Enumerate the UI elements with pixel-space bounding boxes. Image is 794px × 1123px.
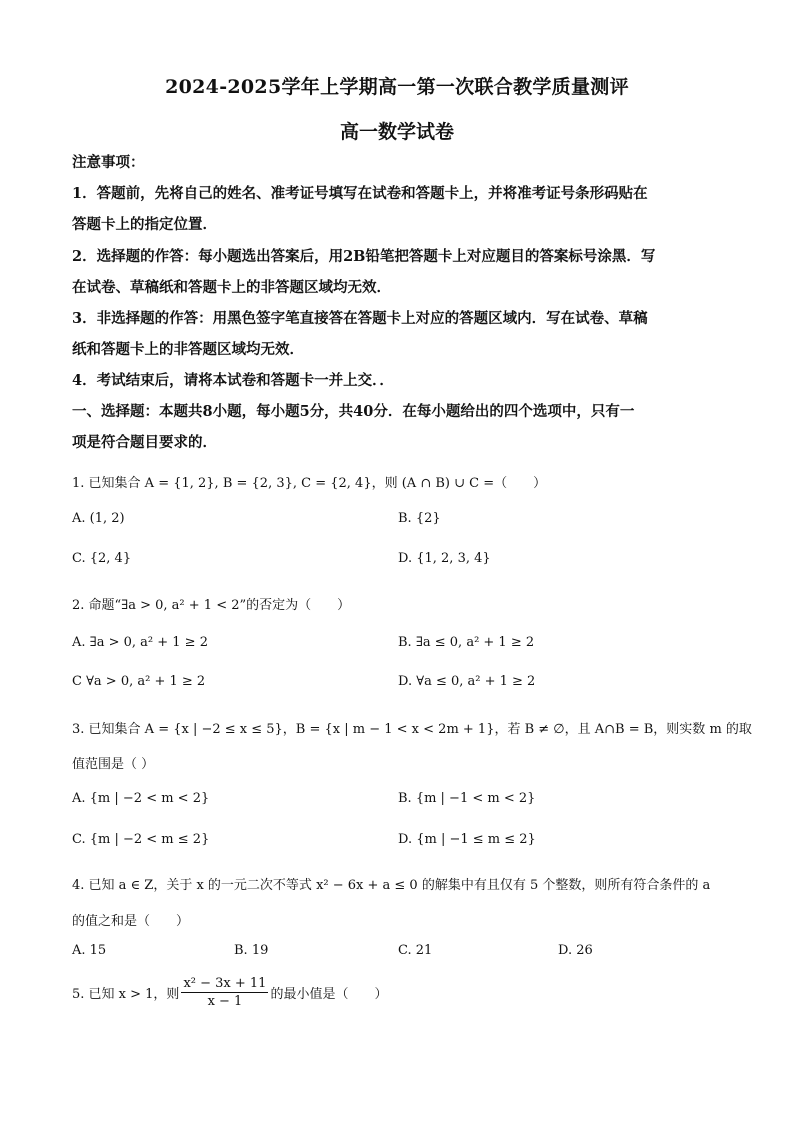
question-5-fraction-denominator: x − 1 (207, 994, 243, 1009)
notice-item-1-line-2: 答题卡上的指定位置． (72, 216, 217, 233)
notice-item-2-line-1: 2．选择题的作答：每小题选出答案后，用2B铅笔把答题卡上对应题目的答案标号涂黑．写 (72, 248, 656, 265)
question-4-option-d: D. 26 (558, 943, 593, 958)
question-3-stem-line-1: 3. 已知集合 A = {x | −2 ≤ x ≤ 5}，B = {x | m − 1 < x < 2m + 1}，若 B ≠ ∅，且 A∩B = B，则实数 m 的取 (72, 722, 752, 737)
question-4-stem-line-1: 4. 已知 a ∈ Z，关于 x 的一元二次不等式 x² − 6x + a ≤ 0 的解集中有且仅有 5 个整数，则所有符合条件的 a (72, 878, 711, 893)
question-3-stem-line-2: 值范围是（ ） (72, 757, 155, 772)
question-5-fraction (181, 976, 268, 1009)
notice-item-4: 4．考试结束后，请将本试卷和答题卡一并上交．． (72, 372, 394, 389)
question-5-stem (72, 976, 387, 1009)
question-1-stem: 1. 已知集合 A = {1, 2}, B = {2, 3}, C = {2, 4}，则 (A ∩ B) ∪ C =（ ） (72, 476, 547, 491)
question-2-option-a: A. ∃a > 0, a² + 1 ≥ 2 (72, 635, 208, 650)
question-2-stem: 2. 命题“∃a > 0, a² + 1 < 2”的否定为（ ） (72, 598, 351, 613)
question-5-stem-prefix: 5. 已知 x > 1，则 (72, 987, 180, 1002)
question-2-option-b: B. ∃a ≤ 0, a² + 1 ≥ 2 (398, 635, 535, 650)
question-3-option-c: C. {m | −2 < m ≤ 2} (72, 832, 210, 847)
question-3-option-a: A. {m | −2 < m < 2} (72, 791, 210, 806)
question-3-option-d: D. {m | −1 ≤ m ≤ 2} (398, 832, 536, 847)
section-1-heading-line-1: 一、选择题：本题共8小题，每小题5分，共40分．在每小题给出的四个选项中，只有一 (72, 403, 635, 420)
section-1-heading-line-2: 项是符合题目要求的． (72, 434, 217, 451)
notice-heading: 注意事项： (72, 154, 145, 171)
notice-item-3-line-2: 纸和答题卡上的非答题区域均无效． (72, 341, 304, 358)
question-5-fraction-numerator: x² − 3x + 11 (183, 976, 267, 991)
question-4-option-c: C. 21 (398, 943, 433, 958)
notice-item-2-line-2: 在试卷、草稿纸和答题卡上的非答题区域均无效． (72, 279, 391, 296)
question-3-option-b: B. {m | −1 < m < 2} (398, 791, 536, 806)
question-1-option-a: A. (1, 2) (72, 511, 125, 526)
question-4-option-a: A. 15 (72, 943, 107, 958)
question-1-option-c: C. {2, 4} (72, 551, 132, 566)
question-4-option-b: B. 19 (234, 943, 269, 958)
question-2-option-d: D. ∀a ≤ 0, a² + 1 ≥ 2 (398, 674, 536, 689)
question-1-option-d: D. {1, 2, 3, 4} (398, 551, 491, 566)
question-2-option-c: C ∀a > 0, a² + 1 ≥ 2 (72, 674, 206, 689)
exam-subtitle: 高一数学试卷 (339, 121, 454, 143)
question-5-stem-suffix: 的最小值是（ ） (270, 987, 388, 1002)
question-4-stem-line-2: 的值之和是（ ） (72, 914, 190, 929)
notice-item-1-line-1: 1．答题前，先将自己的姓名、准考证号填写在试卷和答题卡上，并将准考证号条形码贴在 (72, 185, 648, 202)
question-1-option-b: B. {2} (398, 511, 441, 526)
exam-title: 2024-2025学年上学期高一第一次联合教学质量测评 (165, 76, 629, 98)
notice-item-3-line-1: 3．非选择题的作答：用黑色签字笔直接答在答题卡上对应的答题区域内．写在试卷、草稿 (72, 310, 648, 327)
